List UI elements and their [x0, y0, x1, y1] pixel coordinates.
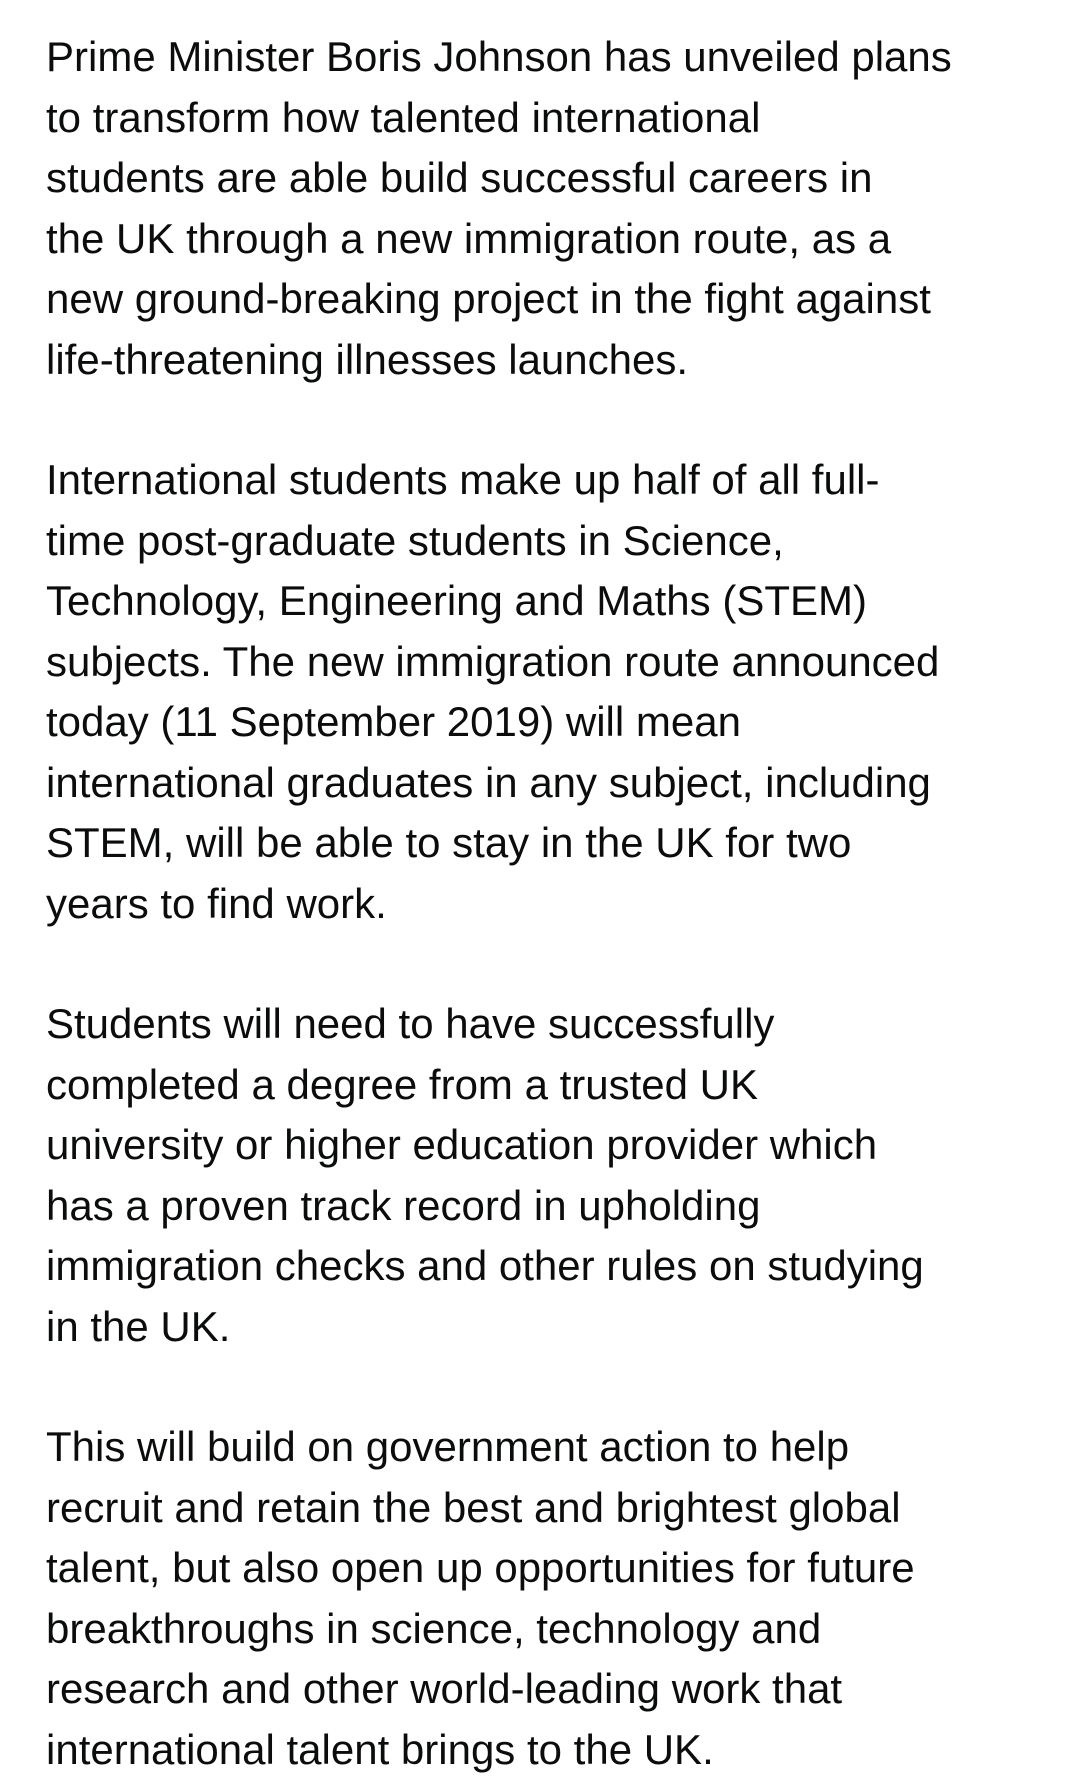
paragraph-line: life-threatening illnesses launches.	[46, 330, 1046, 391]
paragraph-line: has a proven track record in upholding	[46, 1176, 1046, 1237]
paragraph-line: years to find work.	[46, 874, 1046, 935]
paragraph-line: immigration checks and other rules on studying	[46, 1236, 1046, 1297]
paragraph-line: subjects. The new immigration route announced	[46, 632, 1046, 693]
paragraph-line: Prime Minister Boris Johnson has unveiled plans	[46, 27, 1046, 88]
paragraph-line: university or higher education provider which	[46, 1115, 1046, 1176]
paragraph-line: STEM, will be able to stay in the UK for two	[46, 813, 1046, 874]
paragraph-line: today (11 September 2019) will mean	[46, 692, 1046, 753]
paragraph-line: time post-graduate students in Science,	[46, 511, 1046, 572]
paragraph-line: International students make up half of all full-	[46, 450, 1046, 511]
paragraph-line: research and other world-leading work that	[46, 1659, 1046, 1720]
paragraph-2	[46, 450, 1046, 934]
paragraph-line: recruit and retain the best and brightest global	[46, 1478, 1046, 1539]
paragraph-line: to transform how talented international	[46, 88, 1046, 149]
paragraph-line: Technology, Engineering and Maths (STEM)	[46, 571, 1046, 632]
paragraph-4	[46, 1417, 1046, 1780]
article-body	[46, 27, 1046, 1780]
paragraph-1	[46, 27, 1046, 390]
paragraph-line: the UK through a new immigration route, as a	[46, 209, 1046, 270]
paragraph-line: talent, but also open up opportunities for future	[46, 1538, 1046, 1599]
paragraph-line: breakthroughs in science, technology and	[46, 1599, 1046, 1660]
paragraph-line: Students will need to have successfully	[46, 994, 1046, 1055]
paragraph-line: This will build on government action to help	[46, 1417, 1046, 1478]
paragraph-3	[46, 994, 1046, 1357]
paragraph-line: students are able build successful careers in	[46, 148, 1046, 209]
paragraph-line: international talent brings to the UK.	[46, 1720, 1046, 1780]
paragraph-line: completed a degree from a trusted UK	[46, 1055, 1046, 1116]
paragraph-line: new ground-breaking project in the fight against	[46, 269, 1046, 330]
paragraph-line: international graduates in any subject, including	[46, 753, 1046, 814]
paragraph-line: in the UK.	[46, 1297, 1046, 1358]
